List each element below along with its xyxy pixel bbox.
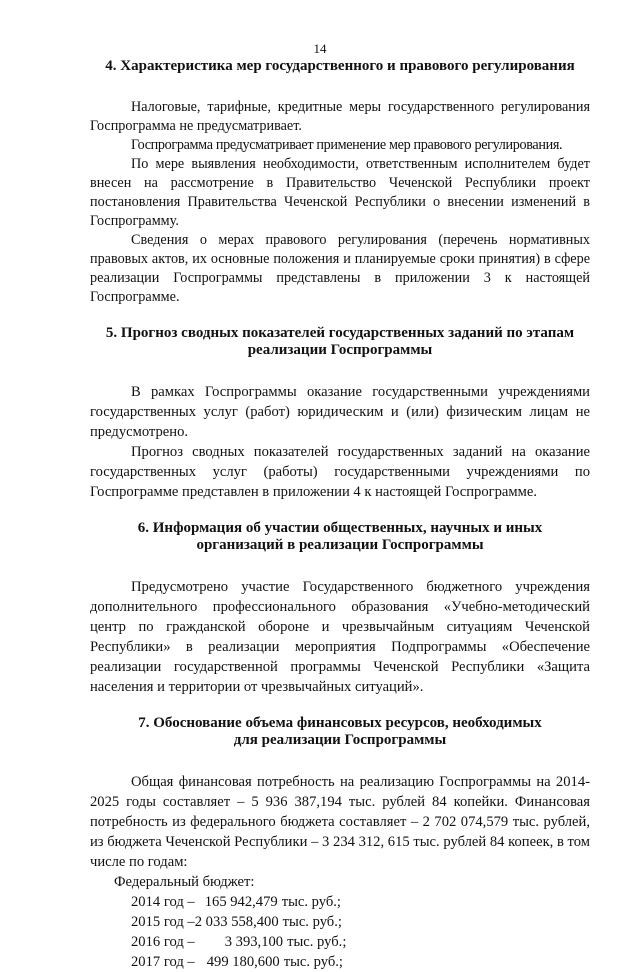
section-5-title-line1: 5. Прогноз сводных показателей государственных заданий по этапам xyxy=(105,325,575,341)
section-6-title xyxy=(90,520,590,554)
year: 2017 год – xyxy=(131,954,195,970)
section-4-paragraph: Налоговые, тарифные, кредитные меры государственного регулирования Госпрограмма не предусматривает. xyxy=(90,99,590,134)
unit: тыс. руб.; xyxy=(282,914,342,930)
federal-budget-label: Федеральный бюджет: xyxy=(114,874,255,890)
unit: тыс. руб.; xyxy=(283,954,343,970)
page-number: 14 xyxy=(313,41,327,56)
section-6-title-line1: 6. Информация об участии общественных, научных и иных xyxy=(137,520,543,536)
section-7-title-line1: 7. Обоснование объема финансовых ресурсов, необходимых xyxy=(138,715,542,731)
section-4-title: 4. Характеристика мер государственного и правового регулирования xyxy=(105,58,575,74)
section-6-paragraph: Предусмотрено участие Государственного бюджетного учреждения дополнительного профессионального образования «Учебно-методический центр по гражданской обороне и чрезвычайным ситуациям Чеченской Республики» в реализации мероприятия Подпрограммы «Обеспечение реализации государственной программы Чеченской Республики «Защита населения и территории от чрезвычайных ситуаций». xyxy=(90,579,590,695)
section-5-paragraph: Прогноз сводных показателей государственных заданий на оказание государственных услуг (работы) государственными учреждениями по Госпрограмме представлен в приложении 4 к настоящей Госпрограмме. xyxy=(90,444,590,500)
amount: 165 942,479 xyxy=(204,894,278,910)
section-7-title xyxy=(90,715,590,749)
year: 2015 год – xyxy=(131,914,195,930)
amount: 3 393,100 xyxy=(224,934,284,950)
unit: тыс. руб.; xyxy=(281,894,341,910)
federal-budget-row xyxy=(90,952,590,972)
year: 2016 год – xyxy=(131,934,195,950)
section-4-paragraph: Сведения о мерах правового регулирования (перечень нормативных правовых актов, их основные положения и планируемые сроки принятия) в сфере реализации Госпрограммы представлены в приложении 3 к настоящей Госпрограмме. xyxy=(90,232,590,305)
section-4-paragraph: Госпрограмма предусматривает применение мер правового регулирования. xyxy=(131,137,563,153)
page-content xyxy=(90,58,590,972)
unit: тыс. руб.; xyxy=(287,934,347,950)
section-5-paragraph: В рамках Госпрограммы оказание государственными учреждениями государственных услуг (работ) юридическим и (или) физическим лицам не предусмотрено. xyxy=(90,384,590,440)
amount: 2 033 558,400 xyxy=(194,914,279,930)
federal-budget-row xyxy=(90,912,590,932)
section-5-title xyxy=(90,325,590,359)
section-6-title-line2: организаций в реализации Госпрограммы xyxy=(196,537,484,553)
section-7-paragraph: Общая финансовая потребность на реализацию Госпрограммы на 2014-2025 годы составляет – 5 936 387,194 тыс. рублей 84 копейки. Финансовая потребность из федерального бюджета составляет – 2 702 074,579 тыс. рублей, из бюджета Чеченской Республики – 3 234 312, 615 тыс. рублей 84 копеек, в том числе по годам: xyxy=(90,774,590,870)
section-7-title-line2: для реализации Госпрограммы xyxy=(233,732,447,748)
section-4-paragraph: По мере выявления необходимости, ответственным исполнителем будет внесен на рассмотрение в Правительство Чеченской Республики проект постановления Правительства Чеченской Республики о внесении изменений в Госпрограмму. xyxy=(90,156,590,229)
year: 2014 год – xyxy=(131,894,195,910)
section-5-title-line2: реализации Госпрограммы xyxy=(247,342,433,358)
amount: 499 180,600 xyxy=(206,954,280,970)
federal-budget-row xyxy=(90,892,590,912)
federal-budget-row xyxy=(90,932,590,952)
